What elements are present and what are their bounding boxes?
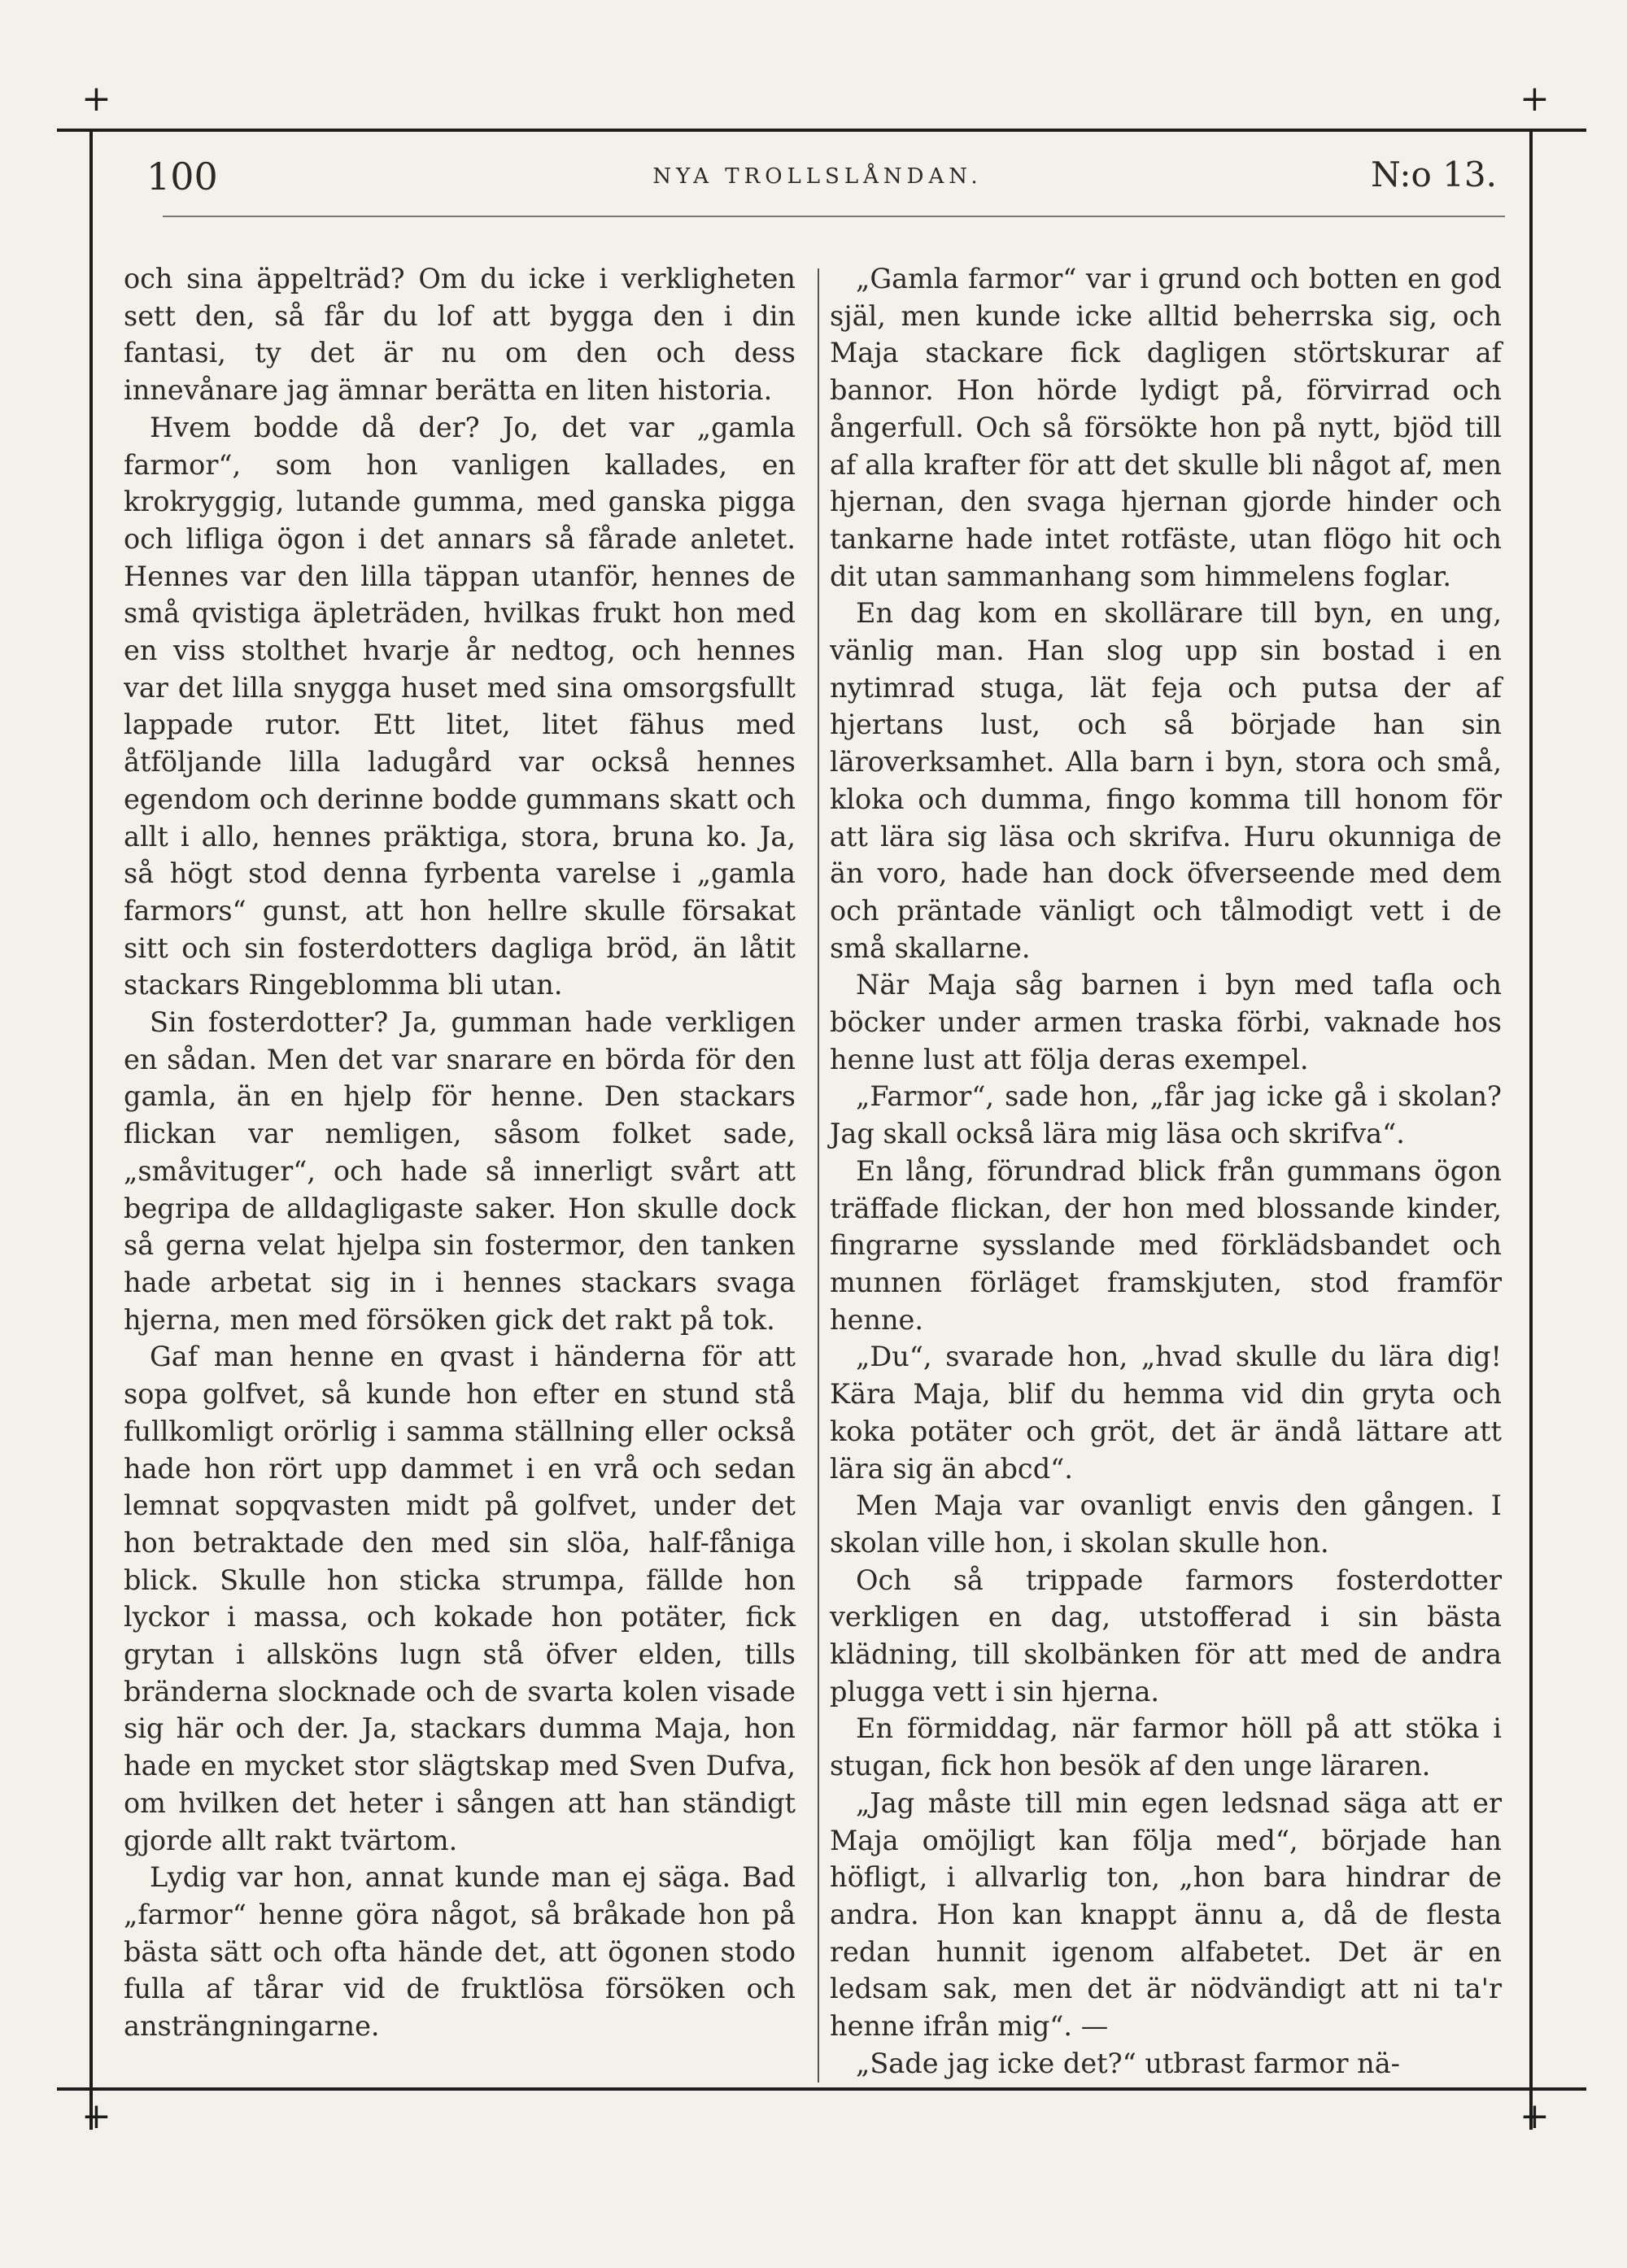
frame-top-rule	[57, 129, 1586, 132]
left-column	[124, 260, 796, 2045]
frame-right-rule	[1529, 129, 1533, 2130]
frame-left-rule	[89, 129, 93, 2130]
paragraph: Och så trippade farmors fosterdotter verkligen en dag, utstofferad i sin bästa klädning, till skolbänken för att med de andra plugga vett i sin hjerna.	[830, 1564, 1502, 1708]
paragraph: En lång, förundrad blick från gummans ögon träffade flickan, der hon med blossande kinder, fingrarne sysslande med förklädsbandet och munnen förläget framskjuten, stod framför henne.	[830, 1154, 1502, 1336]
right-column	[830, 260, 1502, 2082]
paragraph: Men Maja var ovanligt envis den gången. I skolan ville hon, i skolan skulle hon.	[830, 1489, 1502, 1559]
paragraph: „Jag måste till min egen ledsnad säga att er Maja omöjligt kan följa med“, började han höfligt, i allvarlig ton, „hon bara hindrar de andra. Hon kan knappt ännu a, då de flesta redan hunnit igenom alfabetet. Det är en ledsam sak, men det är nödvändigt att ni ta'r henne ifrån mig“. —	[830, 1786, 1502, 2043]
registration-mark-bottom-left: +	[81, 2096, 111, 2137]
paragraph: „Du“, svarade hon, „hvad skulle du lära dig! Kära Maja, blif du hemma vid din gryta och koka potäter och gröt, det är ändå lättare att lära sig än abcd“.	[830, 1341, 1502, 1485]
paragraph: „Sade jag icke det?“ utbrast farmor nä-	[856, 2047, 1400, 2079]
page-header	[130, 155, 1505, 203]
paragraph: En förmiddag, när farmor höll på att stöka i stugan, fick hon besök af den unge läraren.	[830, 1712, 1502, 1782]
journal-title: NYA TROLLSLÅNDAN.	[652, 164, 983, 189]
paragraph: „Farmor“, sade hon, „får jag icke gå i skolan? Jag skall också lära mig läsa och skrifva“.	[830, 1080, 1502, 1150]
column-divider	[818, 268, 819, 2083]
page-number: 100	[146, 155, 218, 198]
paragraph: och sina äppelträd? Om du icke i verkligheten sett den, så får du lof att bygga den i din fantasi, ty det är nu om den och dess innevånare jag ämnar berätta en liten historia.	[124, 263, 796, 407]
registration-mark-top-left: +	[81, 78, 111, 120]
registration-mark-top-right: +	[1520, 78, 1550, 120]
paragraph: När Maja såg barnen i byn med tafla och böcker under armen traska förbi, vaknade hos henne lust att följa deras exempel.	[830, 969, 1502, 1075]
paragraph: Sin fosterdotter? Ja, gumman hade verkligen en sådan. Men det var snarare en börda för den gamla, än en hjelp för henne. Den stackars flickan var nemligen, såsom folket sade, „småvituger“, och hade så innerligt svårt att begripa de alldagligaste saker. Hon skulle dock så gerna velat hjelpa sin fostermor, den tanken hade arbetat sig in i hennes stackars svaga hjerna, men med försöken gick det rakt på tok.	[124, 1006, 796, 1336]
paragraph: Lydig var hon, annat kunde man ej säga. Bad „farmor“ henne göra något, så bråkade hon på bästa sätt och ofta hände det, att ögonen stodo fulla af tårar vid de fruktlösa försöken och ansträngningarne.	[124, 1861, 796, 2043]
frame-bottom-rule	[57, 2087, 1586, 2091]
paragraph: Hvem bodde då der? Jo, det var „gamla farmor“, som hon vanligen kallades, en krokryggig, lutande gumma, med ganska pigga och lifliga ögon i det annars så fårade anletet. Hennes var den lilla täppan utanför, hennes de små qvistiga äpleträden, hvilkas frukt hon med en viss stolthet hvarje år nedtog, och hennes var det lilla snygga huset med sina omsorgsfullt lappade rutor. Ett litet, litet fähus med åtföljande lilla ladugård var också hennes egendom och derinne bodde gummans skatt och allt i allo, hennes präktiga, stora, bruna ko. Ja, så högt stod denna fyrbenta varelse i „gamla farmors“ gunst, att hon hellre skulle försakat sitt och sin fosterdotters dagliga bröd, än låtit stackars Ringeblomma bli utan.	[124, 411, 796, 1001]
issue-number: N:o 13.	[1371, 155, 1497, 194]
paragraph: En dag kom en skollärare till byn, en ung, vänlig man. Han slog upp sin bostad i en nytimrad stuga, lät feja och putsa der af hjertans lust, och så började han sin läroverksamhet. Alla barn i byn, stora och små, kloka och dumma, fingo komma till honom för att lära sig läsa och skrifva. Huru okunniga de än voro, hade han dock öfverseende med dem och präntade vänligt och tålmodigt vett i de små skallarne.	[830, 597, 1502, 964]
paragraph: Gaf man henne en qvast i händerna för att sopa golfvet, så kunde hon efter en stund stå fullkomligt orörlig i samma ställning eller också hade hon rört upp dammet i en vrå och sedan lemnat sopqvasten midt på golfvet, under det hon betraktade den med sin slöa, half-fåniga blick. Skulle hon sticka strumpa, fällde hon lyckor i massa, och kokade hon potäter, fick grytan i allsköns lugn stå öfver elden, tills bränderna slocknade och de svarta kolen visade sig här och der. Ja, stackars dumma Maja, hon hade en mycket stor slägtskap med Sven Dufva, om hvilken det heter i sången att han ständigt gjorde allt rakt tvärtom.	[124, 1341, 796, 1856]
registration-mark-bottom-right: +	[1520, 2096, 1550, 2137]
paragraph: „Gamla farmor“ var i grund och botten en god själ, men kunde icke alltid beherrska sig, och Maja stackare fick dagligen störtskurar af bannor. Hon hörde lydigt på, förvirrad och ångerfull. Och så försökte hon på nytt, bjöd till af alla krafter för att det skulle bli något af, men hjernan, den svaga hjernan gjorde hinder och tankarne hade intet rotfäste, utan flögo hit och dit utan sammanhang som himmelens foglar.	[830, 263, 1502, 592]
header-rule	[163, 216, 1505, 217]
